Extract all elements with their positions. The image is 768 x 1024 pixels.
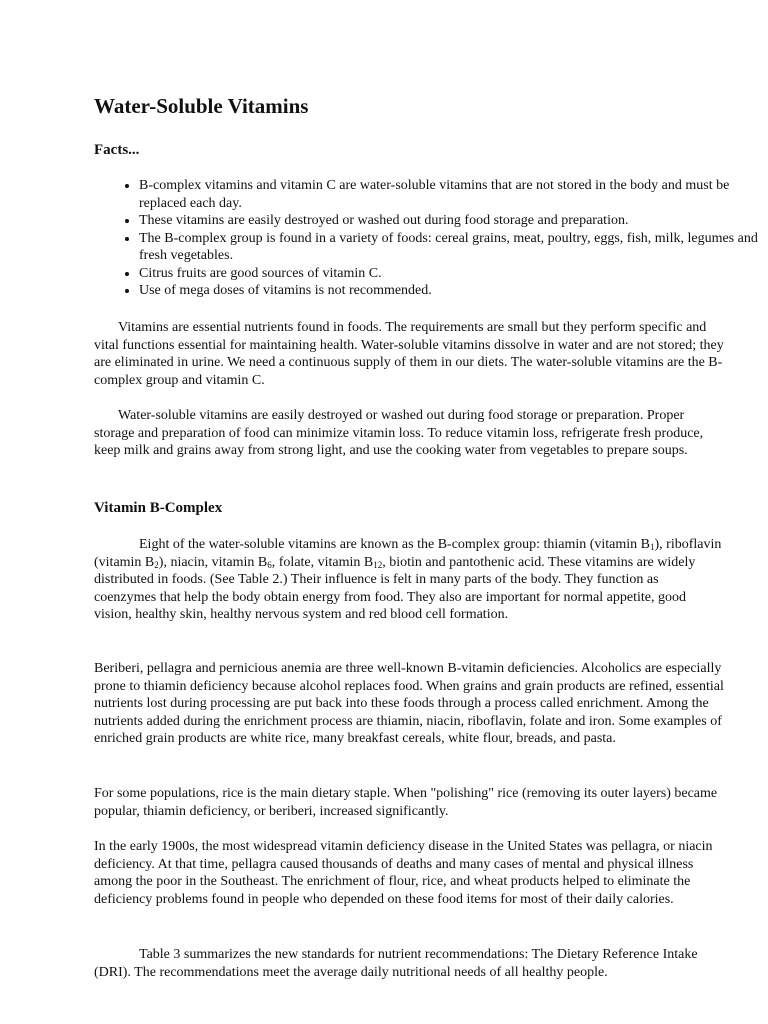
list-item: • Citrus fruits are good sources of vitamin C. bbox=[139, 265, 765, 283]
subscript: 12 bbox=[373, 559, 383, 570]
page-title: Water-Soluble Vitamins bbox=[94, 94, 309, 118]
list-item: • B-complex vitamins and vitamin C are water-soluble vitamins that are not stored in the body and must be replaced each day. bbox=[139, 177, 765, 212]
vitamin-b-paragraph-5: Table 3 summarizes the new standards for nutrient recommendations: The Dietary Reference Intake (DRI). The recommendations meet the average daily nutritional needs of all healthy people. bbox=[94, 947, 698, 980]
list-item: • The B-complex group is found in a variety of foods: cereal grains, meat, poultry, eggs, fish, milk, legumes and fresh vegetables. bbox=[139, 230, 765, 265]
facts-list bbox=[94, 177, 765, 300]
text-run: ), niacin, vitamin B bbox=[158, 554, 268, 570]
facts-heading: Facts... bbox=[94, 142, 140, 158]
subscript: 1 bbox=[650, 542, 655, 552]
subscript: 6 bbox=[267, 559, 272, 570]
vitamin-b-paragraph-1 bbox=[94, 536, 724, 624]
list-item: • Use of mega doses of vitamins is not recommended. bbox=[139, 282, 765, 300]
text-run: ), riboflavin (vitamin B bbox=[94, 537, 722, 570]
vitamin-b-paragraph-3: For some populations, rice is the main dietary staple. When "polishing" rice (removing its outer layers) became popular, thiamin deficiency, or beriberi, increased significantly. bbox=[94, 786, 718, 819]
subscript: 2 bbox=[154, 559, 159, 570]
intro-paragraph-1: Vitamins are essential nutrients found in foods. The requirements are small but they perform specific and vital functions essential for maintaining health. Water-soluble vitamins dissolve in water and are not stored; they are eliminated in urine. We need a continuous supply of them in our diets. The water-soluble vitamins are the B-complex group and vitamin C. bbox=[94, 320, 724, 388]
text-run: , biotin and pantothenic acid. These vitamins are widely distributed in foods. (See Table 2.) Their influence is felt in many parts of the body. They function as coenzymes that help the body obtain energy from food. They also are important for normal appetite, good vision, healthy skin, healthy nervous system and red blood cell formation. bbox=[94, 554, 696, 622]
vitamin-b-paragraph-2: Beriberi, pellagra and pernicious anemia are three well-known B-vitamin deficiencies. Alcoholics are especially prone to thiamin deficiency because alcohol replaces food. When grains and grain products are refined, essential nutrients lost during processing are put back into these foods through a process called enrichment. Among the nutrients added during the enrichment process are thiamin, niacin, riboflavin, folate and iron. Some examples of enriched grain products are white rice, many breakfast cereals, white flour, breads, and pasta. bbox=[94, 661, 724, 746]
intro-paragraph-2: Water-soluble vitamins are easily destroyed or washed out during food storage or preparation. Proper storage and preparation of food can minimize vitamin loss. To reduce vitamin loss, refrigerate fresh produce, keep milk and grains away from strong light, and use the cooking water from vegetables to prepare soups. bbox=[94, 408, 704, 458]
text-run: Eight of the water-soluble vitamins are known as the B-complex group: thiamin (vitamin B bbox=[139, 537, 650, 552]
vitamin-b-heading: Vitamin B-Complex bbox=[94, 500, 223, 516]
vitamin-b-paragraph-4: In the early 1900s, the most widespread vitamin deficiency disease in the United States was pellagra, or niacin deficiency. At that time, pellagra caused thousands of deaths and many cases of mental and physical illness among the poor in the Southeast. The enrichment of flour, rice, and wheat products helped to eliminate the deficiency problems found in people who depended on these food items for most of their daily calories. bbox=[94, 839, 713, 907]
text-run: , folate, vitamin B bbox=[271, 554, 374, 570]
list-item: • These vitamins are easily destroyed or washed out during food storage and preparation. bbox=[139, 212, 765, 230]
